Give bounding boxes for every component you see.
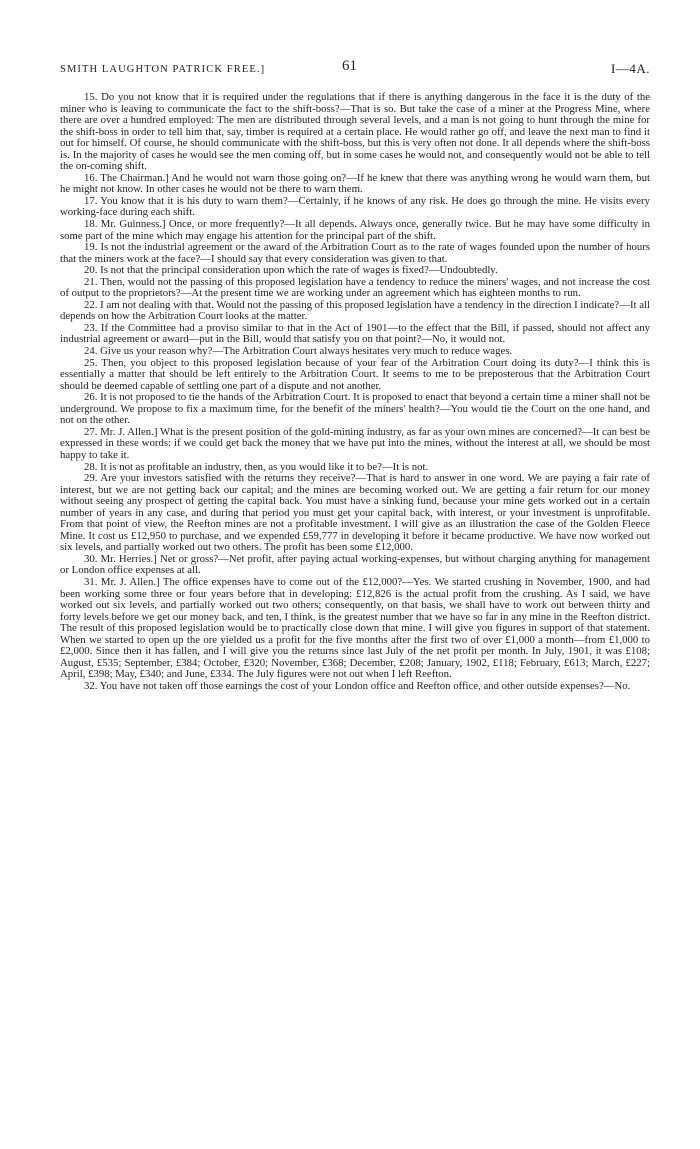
question-23: 23. If the Committee had a proviso similar to that in the Act of 1901—to the effect that the Bill, if passed, should not affect any industrial agreement or award—put in the Bill, would that satisfy you on that point?—No, it would not. (60, 321, 650, 346)
question-15: 15. Do you not know that it is required under the regulations that if there is anything dangerous in the face it is the duty of the miner who is leaving to communicate the fact to the shift-boss?—That is so. But take the case of a miner at the Progress Mine, where there are over a hundred employed: The men are distributed through several levels, and a man is not going to hunt through the mine for the shift-boss in order to tell him that, say, timber is required at a certain place. He would rather go off, and leave the next man to find it out for himself. Of course, he should communicate with the shift-boss, but this is very often not done. It all depends where the shift-boss is. In the majority of cases he would see the men coming off, but in some cases he would not, and consequently would not be able to tell the on-coming shift. (60, 91, 650, 173)
question-24: 24. Give us your reason why?—The Arbitration Court always hesitates very much to reduce wages. (84, 345, 513, 358)
evidence-body (60, 92, 650, 692)
question-16: 16. The Chairman.] And he would not warn those going on?—If he knew that there was anything wrong he would warn them, but he might not know. In other cases he would not be there to warn them. (60, 171, 650, 196)
question-19: 19. Is not the industrial agreement or the award of the Arbitration Court as to the rate of wages founded upon the number of hours that the miners work at the face?—I should say that every consideration was given to that. (60, 241, 650, 265)
question-30: 30. Mr. Herries.] Net or gross?—Net profit, after paying actual working-expenses, but without charging anything for management or London office expenses at all. (60, 552, 650, 577)
question-22: 22. I am not dealing with that. Would not the passing of this proposed legislation have a tendency in the direction I indicate?—It all depends on how the Arbitration Court looks at the matter. (60, 298, 650, 323)
witness-names: SMITH LAUGHTON PATRICK FREE.] (60, 64, 266, 75)
question-29: 29. Are your investors satisfied with the returns they receive?—That is hard to answer in one word. We are paying a fair rate of interest, but we are not getting back our capital; and the mines are becoming worked out. We are getting a fair return for our money without seeing any prospect of getting the capital back. You must have a sinking fund, because your mine gets worked out in a certain number of years in any case, and during that period you must get your capital back, with interest, or your investment is unprofitable. From that point of view, the Reefton mines are not a profitable investment. I will give as an illustration the case of the Golden Fleece Mine. It cost us £12,950 to purchase, and we expended £59,777 in developing it before it became productive. We have now worked out six levels, and partially worked out two others. The profit has been some £12,000. (60, 472, 650, 554)
question-20: 20. Is not that the principal consideration upon which the rate of wages is fixed?—Undoubtedly. (84, 264, 498, 277)
question-31: 31. Mr. J. Allen.] The office expenses have to come out of the £12,000?—Yes. We started crushing in November, 1900, and had been working some three or four years before that in developing: £12,826 is the actual profit from the crushing. As I said, we have worked out six levels, and partially worked out two others; consequently, on that basis, we shall have to work out between thirty and forty levels before we get our money back, and ten, I think, is the greatest number that we have so far in any mine in the Reefton district. The result of this proposed legislation would be to practically close down that mine. I will give you figures in support of that statement. When we started to open up the ore yielded us a profit for the five months after the first two of over £1,000 a month—from £1,000 to £2,000. Since then it has fallen, and I will give you the returns since last July of the net profit per month. In July, 1901, it was £108; August, £535; September, £384; October, £320; November, £368; December, £208; January, 1902, £118; February, £613; March, £227; April, £398; May, £340; and June, £334. The July figures were not out when I left Reefton. (60, 575, 650, 681)
question-25: 25. Then, you object to this proposed legislation because of your fear of the Arbitration Court doing its duty?—I think this is essentially a matter that should be left entirely to the Arbitration Court. It seems to me to be preposterous that the Arbitration Court should be deemed capable of settling one part of a dispute and not another. (60, 356, 650, 392)
question-27: 27. Mr. J. Allen.] What is the present position of the gold-mining industry, as far as your own mines are concerned?—It can best be expressed in these words: if we could get back the money that we have put into the mines, without the interest at all, we should be most happy to take it. (60, 425, 650, 461)
page-header (60, 58, 650, 84)
page-number: 61 (342, 58, 357, 74)
question-28: 28. It is not as profitable an industry, then, as you would like it to be?—It is not. (84, 460, 429, 473)
question-21: 21. Then, would not the passing of this proposed legislation have a tendency to reduce the miners' wages, and not increase the cost of output to the proprietors?—At the present time we are working under an agreement which has eighteen months to run. (60, 275, 650, 300)
question-32: 32. You have not taken off those earnings the cost of your London office and Reefton office, and other outside expenses?—No. (84, 679, 631, 692)
question-18: 18. Mr. Guinness.] Once, or more frequently?—It all depends. Always once, generally twice. But he may have some difficulty in some part of the mine which may engage his attention for the principal part of the shift. (60, 218, 650, 242)
question-26: 26. It is not proposed to tie the hands of the Arbitration Court. It is proposed to enact that beyond a certain time a miner shall not be underground. We propose to fix a maximum time, for the benefit of the miners' health?—You would tie the Court on the one hand, and not on the other. (60, 391, 650, 427)
question-17: 17. You know that it is his duty to warn them?—Certainly, if he knows of any risk. He does go through the mine. He visits every working-face during each shift. (60, 194, 650, 219)
paper-reference: I—4A. (611, 61, 650, 76)
